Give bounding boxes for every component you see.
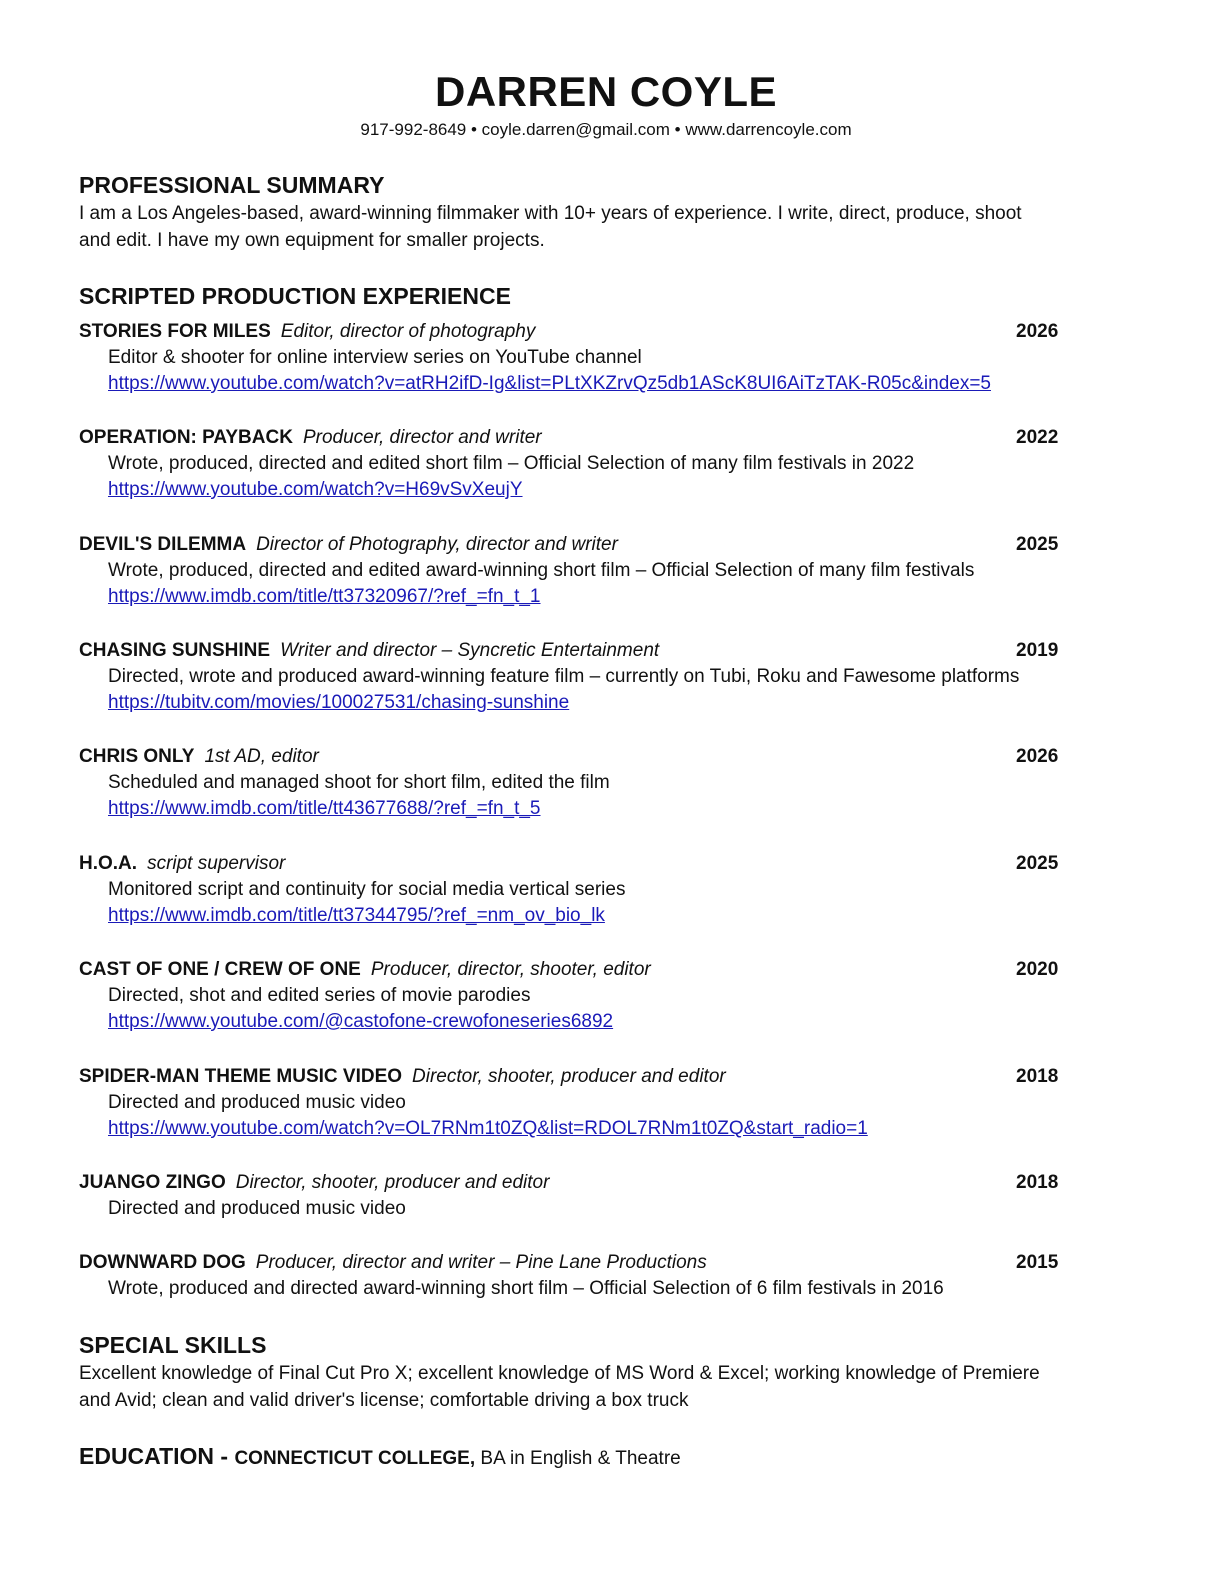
experience-heading: SCRIPTED PRODUCTION EXPERIENCE <box>79 283 511 309</box>
entry-title: CHRIS ONLY <box>79 746 195 767</box>
summary-line: and edit. I have my own equipment for smaller projects. <box>79 230 545 251</box>
skills-line: and Avid; clean and valid driver's license; comfortable driving a box truck <box>79 1390 689 1411</box>
contact-line: 917-992-8649 • coyle.darren@gmail.com • www.darrencoyle.com <box>360 120 852 139</box>
entry-description: Wrote, produced, directed and edited short film – Official Selection of many film festivals in 2022 <box>108 453 915 474</box>
education-school: CONNECTICUT COLLEGE, <box>234 1448 476 1469</box>
entry-year: 2020 <box>1016 959 1059 980</box>
entry-title: H.O.A. <box>79 853 138 874</box>
entry-description: Editor & shooter for online interview series on YouTube channel <box>108 347 642 368</box>
entry-description: Wrote, produced and directed award-winning short film – Official Selection of 6 film festivals in 2016 <box>108 1278 944 1299</box>
entry-header <box>79 532 1139 558</box>
entry-title: JUANGO ZINGO <box>79 1172 226 1193</box>
entry-description: Wrote, produced, directed and edited award-winning short film – Official Selection of many film festivals <box>108 560 975 581</box>
entry-role: Writer and director – Syncretic Entertainment <box>280 640 660 661</box>
entry-role: Producer, director, shooter, editor <box>370 959 651 980</box>
entry-role: Director, shooter, producer and editor <box>412 1066 726 1087</box>
entry-link[interactable]: https://www.youtube.com/watch?v=OL7RNm1t0ZQ&list=RDOL7RNm1t0ZQ&start_radio=1 <box>108 1118 868 1139</box>
entry-title: SPIDER-MAN THEME MUSIC VIDEO <box>79 1066 403 1087</box>
entry-title: CAST OF ONE / CREW OF ONE <box>79 959 361 980</box>
entry-link[interactable]: https://www.imdb.com/title/tt37320967/?ref_=fn_t_1 <box>108 586 541 607</box>
entry-header <box>79 1170 1139 1196</box>
experience-entry <box>79 957 1139 1035</box>
entry-link[interactable]: https://www.youtube.com/watch?v=atRH2ifD-Ig&list=PLtXKZrvQz5db1AScK8UI6AiTzTAK-R05c&index=5 <box>108 373 991 394</box>
entry-link[interactable]: https://www.youtube.com/watch?v=H69vSvXeujY <box>108 479 523 500</box>
summary-text <box>79 200 1139 254</box>
entry-year: 2015 <box>1016 1252 1059 1273</box>
entry-title: OPERATION: PAYBACK <box>79 427 293 448</box>
entry-header <box>79 425 1139 451</box>
entry-title: DOWNWARD DOG <box>79 1252 246 1273</box>
entry-description: Directed, wrote and produced award-winning feature film – currently on Tubi, Roku and Fawesome platforms <box>108 666 1020 687</box>
experience-entry <box>79 425 1139 503</box>
entry-year: 2026 <box>1016 321 1059 342</box>
entry-header <box>79 744 1139 770</box>
skills-line: Excellent knowledge of Final Cut Pro X; excellent knowledge of MS Word & Excel; working knowledge of Premiere <box>79 1363 1040 1384</box>
entry-role: script supervisor <box>147 853 286 874</box>
entry-header <box>79 1064 1139 1090</box>
entry-header <box>79 957 1139 983</box>
entry-role: Producer, director and writer – Pine Lane Productions <box>255 1252 707 1273</box>
entry-year: 2025 <box>1016 853 1059 874</box>
entry-year: 2026 <box>1016 746 1059 767</box>
resume-name: DARREN COYLE <box>434 68 778 115</box>
skills-heading: SPECIAL SKILLS <box>79 1332 267 1358</box>
experience-entry <box>79 319 1139 397</box>
entry-description: Scheduled and managed shoot for short film, edited the film <box>108 772 610 793</box>
entry-description: Directed and produced music video <box>108 1092 406 1113</box>
entry-description: Monitored script and continuity for social media vertical series <box>108 879 626 900</box>
entry-header <box>79 851 1139 877</box>
experience-entry <box>79 1170 1139 1222</box>
entry-role: Director, shooter, producer and editor <box>235 1172 550 1193</box>
education-line <box>79 1441 681 1475</box>
experience-entry <box>79 1064 1139 1142</box>
entry-role: Editor, director of photography <box>280 321 536 342</box>
entry-description: Directed and produced music video <box>108 1198 406 1219</box>
experience-entry <box>79 744 1139 822</box>
entry-role: Director of Photography, director and writer <box>256 534 618 555</box>
entry-year: 2018 <box>1016 1172 1059 1193</box>
entry-role: Producer, director and writer <box>302 427 542 448</box>
entry-header <box>79 638 1139 664</box>
entry-title: STORIES FOR MILES <box>79 321 271 342</box>
entry-header <box>79 1250 1139 1276</box>
entry-header <box>79 319 1139 345</box>
entry-year: 2018 <box>1016 1066 1059 1087</box>
entry-link[interactable]: https://www.youtube.com/@castofone-crewofoneseries6892 <box>108 1011 614 1032</box>
education-degree: BA in English & Theatre <box>475 1448 681 1469</box>
experience-entry <box>79 638 1139 716</box>
entry-title: CHASING SUNSHINE <box>79 640 271 661</box>
summary-heading: PROFESSIONAL SUMMARY <box>79 172 385 198</box>
education-heading: EDUCATION - <box>79 1443 235 1469</box>
summary-line: I am a Los Angeles-based, award-winning filmmaker with 10+ years of experience. I write, direct, produce, shoot <box>79 203 1022 224</box>
entry-role: 1st AD, editor <box>204 746 319 767</box>
entry-year: 2022 <box>1016 427 1059 448</box>
entry-link[interactable]: https://www.imdb.com/title/tt43677688/?ref_=fn_t_5 <box>108 798 541 819</box>
entry-link[interactable]: https://www.imdb.com/title/tt37344795/?ref_=nm_ov_bio_lk <box>108 905 605 926</box>
skills-text <box>79 1360 1139 1414</box>
experience-entry <box>79 532 1139 610</box>
entry-year: 2025 <box>1016 534 1059 555</box>
entry-year: 2019 <box>1016 640 1059 661</box>
experience-entry <box>79 851 1139 929</box>
entry-description: Directed, shot and edited series of movie parodies <box>108 985 531 1006</box>
entry-link[interactable]: https://tubitv.com/movies/100027531/chasing-sunshine <box>108 692 570 713</box>
entry-title: DEVIL'S DILEMMA <box>79 534 247 555</box>
experience-entry <box>79 1250 1139 1302</box>
